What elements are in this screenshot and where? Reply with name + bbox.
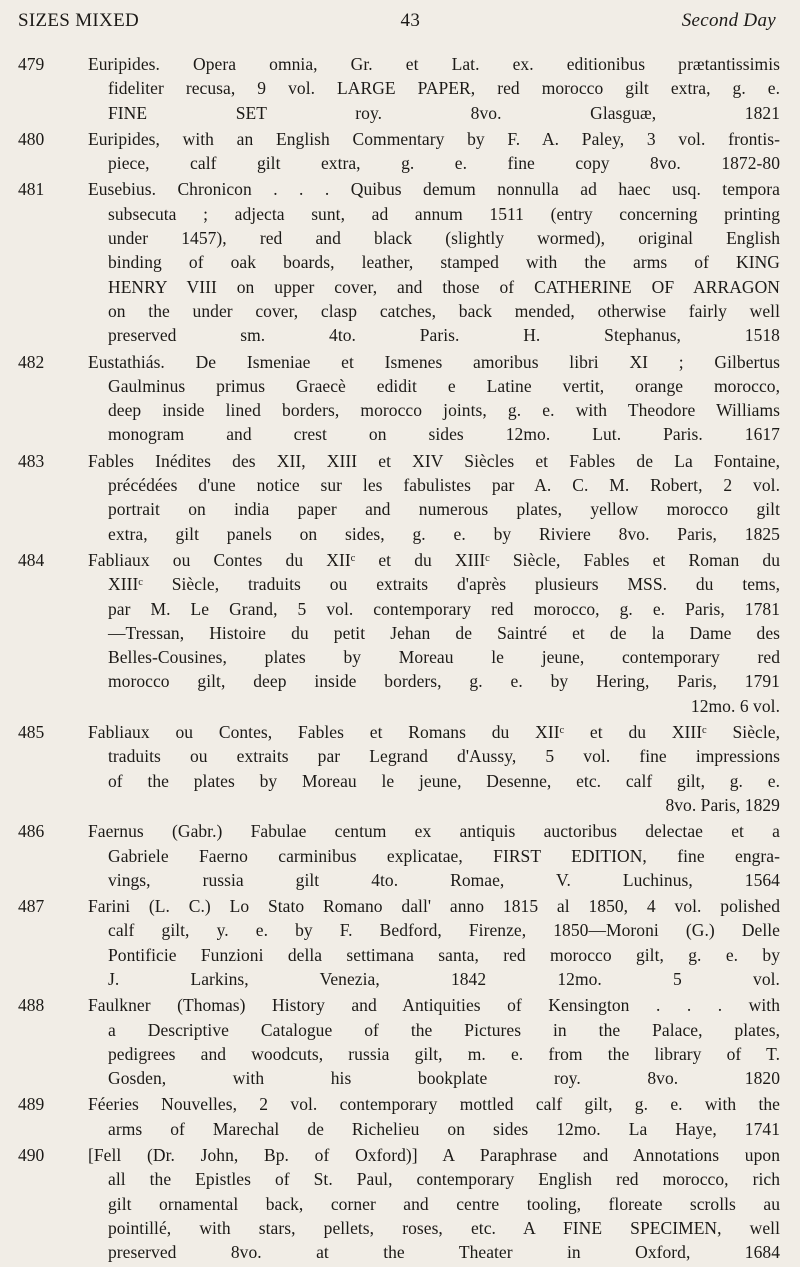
lot-description-line: piece, calf gilt extra, g. e. fine copy 8vo. 1872-80 — [108, 153, 780, 174]
lot-description-line: a Descriptive Catalogue of the Pictures in the Palace, plates, — [108, 1019, 780, 1040]
lot-description-line: morocco gilt, deep inside borders, g. e. by Hering, Paris, 1791 — [108, 671, 780, 692]
lot-number: 489 — [18, 1094, 45, 1115]
lot-description-line: of the plates by Moreau le jeune, Desenne, etc. calf gilt, g. e. — [108, 770, 780, 791]
lot-description-line: Faulkner (Thomas) History and Antiquities of Kensington . . . with — [88, 995, 780, 1016]
lot-number: 481 — [18, 179, 45, 200]
lot-description-line: traduits ou extraits par Legrand d'Aussy, 5 vol. fine impressions — [108, 746, 780, 767]
lot-description-line: J. Larkins, Venezia, 1842 12mo. 5 vol. — [108, 968, 780, 989]
header-sale-day: Second Day — [681, 10, 776, 31]
lot-description-line: Euripides. Opera omnia, Gr. et Lat. ex. editionibus prætantissimis — [88, 54, 780, 74]
lot-description-line: Gosden, with his bookplate roy. 8vo. 1820 — [108, 1068, 780, 1089]
lot-description-line: arms of Marechal de Richelieu on sides 12mo. La Haye, 1741 — [108, 1118, 780, 1139]
lot-entry — [18, 350, 780, 447]
lot-description-line: 8vo. Paris, 1829 — [665, 794, 780, 815]
lot-description-line: Farini (L. C.) Lo Stato Romano dall' anno 1815 al 1850, 4 vol. polished — [88, 896, 780, 917]
lot-description-line: Fabliaux ou Contes du XIIᶜ et du XIIIᶜ Siècle, Fables et Roman du — [88, 549, 780, 570]
lot-description-line: —Tressan, Histoire du petit Jehan de Saintré et de la Dame des — [108, 622, 780, 643]
lot-description-line: Faernus (Gabr.) Fabulae centum ex antiquis auctoribus delectae et a — [88, 821, 780, 842]
lot-description-line: monogram and crest on sides 12mo. Lut. Paris. 1617 — [108, 424, 780, 445]
lot-description-line: Gaulminus primus Graecè edidit e Latine vertit, orange morocco, — [108, 375, 780, 396]
lot-description-line: pointillé, with stars, pellets, roses, etc. A FINE SPECIMEN, well — [108, 1217, 780, 1238]
lot-number: 483 — [18, 450, 45, 471]
lot-entries — [18, 52, 780, 1267]
lot-number: 485 — [18, 722, 45, 743]
lot-description-line: under 1457), red and black (slightly wormed), original English — [108, 228, 780, 249]
lot-description-line: calf gilt, y. e. by F. Bedford, Firenze, 1850—Moroni (G.) Delle — [108, 920, 780, 941]
lot-description-line: Féeries Nouvelles, 2 vol. contemporary mottled calf gilt, g. e. with the — [88, 1094, 780, 1115]
lot-number: 480 — [18, 128, 45, 149]
lot-description-line: 12mo. 6 vol. — [690, 695, 780, 716]
lot-description-line: subsecuta ; adjecta sunt, ad annum 1511 (entry concerning printing — [108, 203, 780, 224]
lot-description-line: [Fell (Dr. John, Bp. of Oxford)] A Paraphrase and Annotations upon — [88, 1145, 780, 1166]
lot-number: 479 — [18, 54, 45, 74]
lot-description-line: on the under cover, clasp catches, back mended, otherwise fairly well — [108, 300, 780, 321]
lot-entry — [18, 127, 780, 176]
lot-number: 488 — [18, 995, 45, 1016]
lot-description-line: Eustathiás. De Ismeniae et Ismenes amoribus libri XI ; Gilbertus — [88, 351, 780, 372]
lot-description-line: binding of oak boards, leather, stamped with the arms of KING — [108, 252, 780, 273]
lot-description-line: Euripides, with an English Commentary by F. A. Paley, 3 vol. frontis- — [88, 128, 780, 149]
lot-description-line: Fabliaux ou Contes, Fables et Romans du XIIᶜ et du XIIIᶜ Siècle, — [88, 722, 780, 743]
lot-description-line: FINE SET roy. 8vo. Glasguæ, 1821 — [108, 102, 780, 123]
lot-number: 482 — [18, 351, 45, 372]
lot-description-line: Fables Inédites des XII, XIII et XIV Siècles et Fables de La Fontaine, — [88, 450, 780, 471]
lot-description-line: pedigrees and woodcuts, russia gilt, m. e. from the library of T. — [108, 1043, 780, 1064]
lot-number: 487 — [18, 896, 45, 917]
header-section-title: SIZES MIXED — [18, 10, 139, 31]
page-number: 43 — [400, 10, 421, 31]
lot-description-line: portrait on india paper and numerous plates, yellow morocco gilt — [108, 499, 780, 520]
lot-entry — [18, 52, 780, 125]
lot-description-line: gilt ornamental back, corner and centre tooling, floreate scrolls au — [108, 1193, 780, 1214]
lot-description-line: vings, russia gilt 4to. Romae, V. Luchinus, 1564 — [108, 869, 780, 890]
lot-entry — [18, 449, 780, 546]
lot-number: 490 — [18, 1145, 45, 1166]
lot-number: 484 — [18, 549, 45, 570]
lot-description-line: preserved 8vo. at the Theater in Oxford, 1684 — [108, 1242, 780, 1263]
lot-number: 486 — [18, 821, 45, 842]
lot-entry — [18, 819, 780, 892]
lot-description-line: par M. Le Grand, 5 vol. contemporary red morocco, g. e. Paris, 1781 — [108, 598, 780, 619]
lot-entry — [18, 720, 780, 817]
lot-description-line: précédées d'une notice sur les fabulistes par A. C. M. Robert, 2 vol. — [108, 475, 780, 496]
lot-description-line: HENRY VIII on upper cover, and those of CATHERINE OF ARRAGON — [108, 276, 780, 297]
lot-description-line: deep inside lined borders, morocco joints, g. e. with Theodore Williams — [108, 400, 780, 421]
lot-description-line: fideliter recusa, 9 vol. LARGE PAPER, red morocco gilt extra, g. e. — [108, 78, 780, 99]
lot-description-line: extra, gilt panels on sides, g. e. by Riviere 8vo. Paris, 1825 — [108, 523, 780, 544]
header-left-group — [18, 10, 139, 32]
lot-entry — [18, 177, 780, 347]
page-header — [18, 10, 776, 32]
lot-description-line: Belles-Cousines, plates by Moreau le jeune, contemporary red — [108, 647, 780, 668]
lot-entry — [18, 894, 780, 991]
lot-entry — [18, 1092, 780, 1141]
lot-description-line: Pontificie Funzioni della settimana santa, red morocco gilt, g. e. by — [108, 944, 780, 965]
lot-description-line: Gabriele Faerno carminibus explicatae, FIRST EDITION, fine engra- — [108, 845, 780, 866]
lot-entry — [18, 1143, 780, 1264]
lot-description-line: preserved sm. 4to. Paris. H. Stephanus, 1518 — [108, 325, 780, 346]
lot-description-line: XIIIᶜ Siècle, traduits ou extraits d'après plusieurs MSS. du tems, — [108, 574, 780, 595]
lot-description-line: all the Epistles of St. Paul, contemporary English red morocco, rich — [108, 1169, 780, 1190]
lot-description-line: Eusebius. Chronicon . . . Quibus demum nonnulla ad haec usq. tempora — [88, 179, 780, 200]
lot-entry — [18, 993, 780, 1090]
lot-entry — [18, 548, 780, 718]
